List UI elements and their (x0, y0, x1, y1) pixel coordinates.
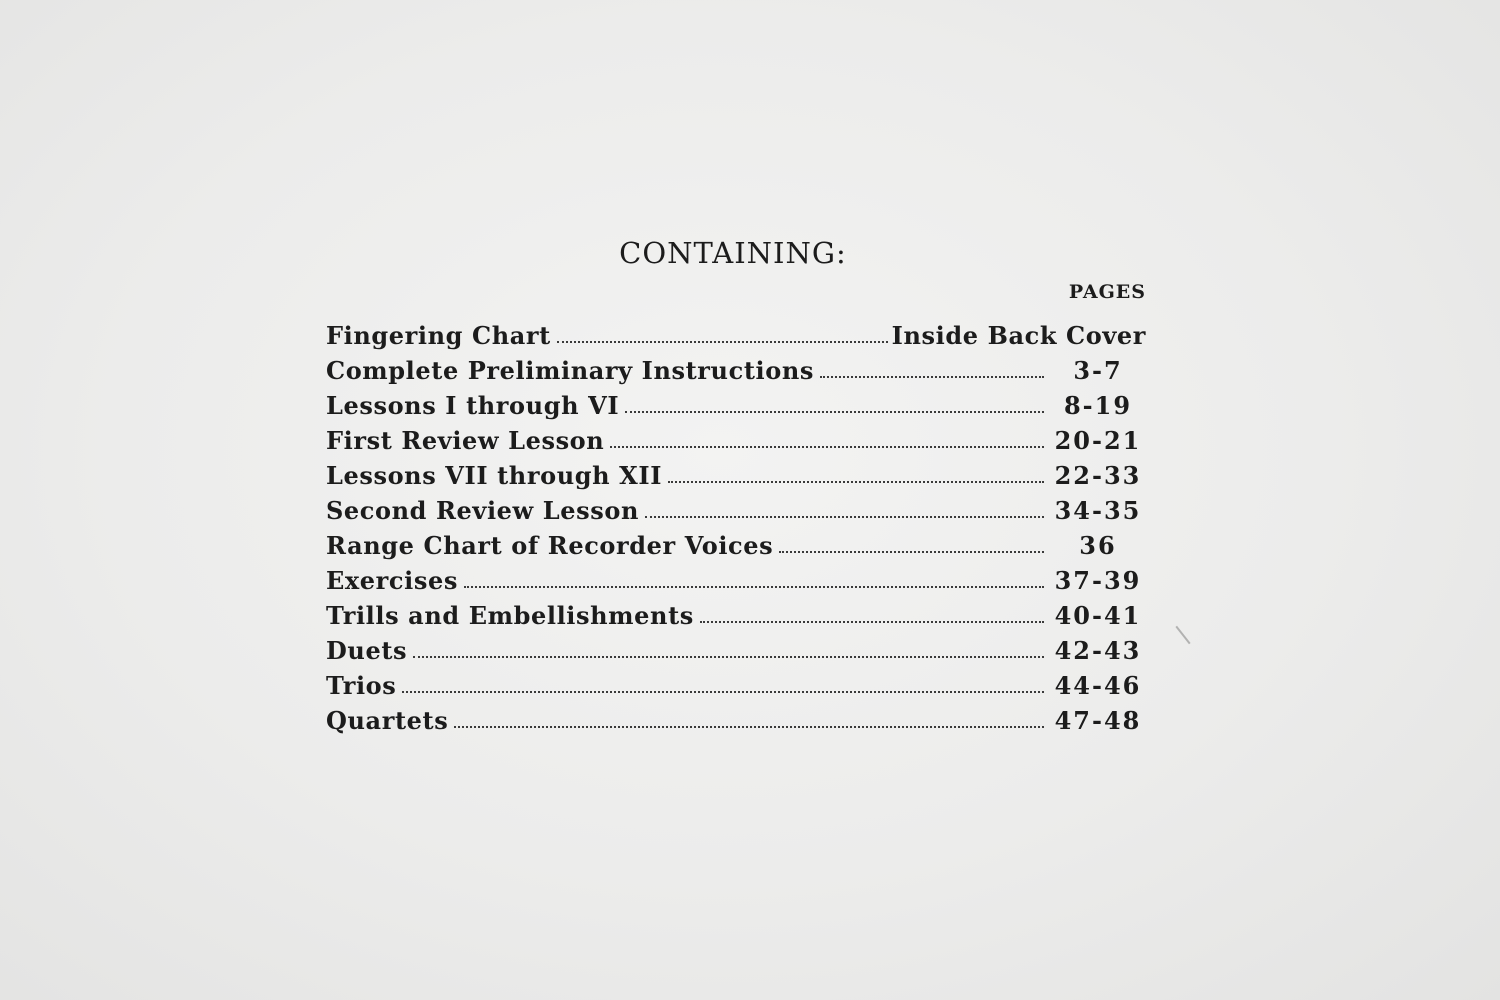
dot-leader (454, 726, 1044, 728)
dot-leader (413, 656, 1044, 658)
pages-column-header: PAGES (1068, 281, 1146, 303)
toc-entry-title: Lessons I through VI (326, 391, 620, 420)
toc-entry (326, 456, 1146, 491)
toc-entry (326, 421, 1146, 456)
toc-entry-title: First Review Lesson (326, 426, 605, 455)
paper-scratch-mark (1175, 626, 1190, 645)
toc-entry (326, 631, 1146, 666)
toc-entry-title: Quartets (326, 706, 449, 735)
toc-entry (326, 701, 1146, 736)
toc-entry-pages: 42-43 (1054, 636, 1142, 665)
toc-entry (326, 526, 1146, 561)
toc-entry (326, 386, 1146, 421)
dot-leader (625, 411, 1044, 413)
toc-entry-pages: 3-7 (1073, 356, 1123, 385)
dot-leader (779, 551, 1044, 553)
toc-entry (326, 666, 1146, 701)
page-title: CONTAINING: (619, 236, 847, 270)
toc-entry-title: Fingering Chart (326, 321, 551, 350)
toc-entry (326, 596, 1146, 631)
toc-entry-title: Trios (326, 671, 397, 700)
table-of-contents (326, 316, 1146, 736)
toc-entry-title: Complete Preliminary Instructions (326, 356, 814, 385)
dot-leader (645, 516, 1044, 518)
toc-entry (326, 491, 1146, 526)
toc-entry-pages: 34-35 (1054, 496, 1142, 525)
toc-entry (326, 351, 1146, 386)
toc-entry-title: Trills and Embellishments (326, 601, 694, 630)
toc-entry-pages: Inside Back Cover (891, 321, 1146, 350)
toc-entry-title: Lessons VII through XII (326, 461, 663, 490)
dot-leader (557, 341, 888, 343)
toc-entry (326, 316, 1146, 351)
dot-leader (464, 586, 1044, 588)
toc-entry-pages: 20-21 (1054, 426, 1142, 455)
toc-entry-title: Duets (326, 636, 408, 665)
toc-entry-pages: 8-19 (1063, 391, 1133, 420)
toc-entry-title: Second Review Lesson (326, 496, 639, 525)
dot-leader (700, 621, 1044, 623)
toc-entry-title: Exercises (326, 566, 458, 595)
dot-leader (668, 481, 1044, 483)
dot-leader (402, 691, 1044, 693)
toc-entry-pages: 47-48 (1054, 706, 1142, 735)
dot-leader (610, 446, 1044, 448)
toc-entry-title: Range Chart of Recorder Voices (326, 531, 774, 560)
toc-entry-pages: 44-46 (1054, 671, 1142, 700)
toc-entry (326, 561, 1146, 596)
dot-leader (820, 376, 1044, 378)
toc-entry-pages: 37-39 (1054, 566, 1142, 595)
toc-entry-pages: 36 (1079, 531, 1117, 560)
toc-entry-pages: 40-41 (1054, 601, 1142, 630)
toc-entry-pages: 22-33 (1054, 461, 1142, 490)
